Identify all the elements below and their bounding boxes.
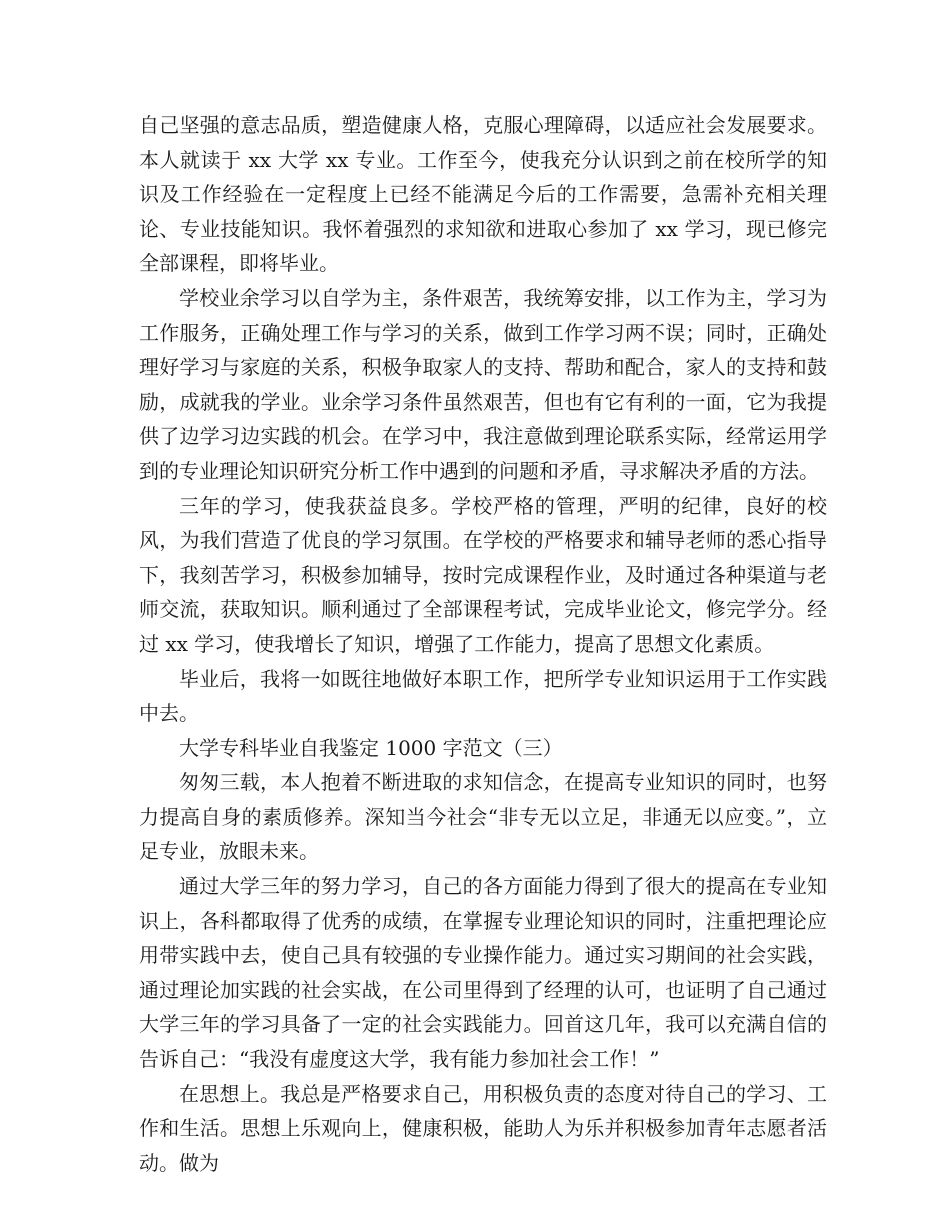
document-body xyxy=(139,108,827,1180)
paragraph-6: 通过大学三年的努力学习，自己的各方面能力得到了很大的提高在专业知识上，各科都取得了优秀的成绩，在掌握专业理论知识的同时，注重把理论应用带实践中去，使自己具有较强的专业操作能力。通过实习期间的社会实践，通过理论加实践的社会实战，在公司里得到了经理的认可，也证明了自己通过大学三年的学习具备了一定的社会实践能力。回首这几年，我可以充满自信的告诉自己：“我没有虚度这大学，我有能力参加社会工作！” xyxy=(139,874,827,1072)
paragraph-1: 自己坚强的意志品质，塑造健康人格，克服心理障碍，以适应社会发展要求。本人就读于 xx 大学 xx 专业。工作至今，使我充分认识到之前在校所学的知识及工作经验在一定程度上已经不能满足今后的工作需要，急需补充相关理论、专业技能知识。我怀着强烈的求知欲和进取心参加了 xx 学习，现已修完全部课程，即将毕业。 xyxy=(139,113,827,276)
paragraph-4: 毕业后，我将一如既往地做好本职工作，把所学专业知识运用于工作实践中去。 xyxy=(139,666,827,726)
paragraph-2: 学校业余学习以自学为主，条件艰苦，我统筹安排，以工作为主，学习为工作服务，正确处理工作与学习的关系，做到工作学习两不误；同时，正确处理好学习与家庭的关系，积极争取家人的支持、帮助和配合，家人的支持和鼓励，成就我的学业。业余学习条件虽然艰苦，但也有它有利的一面，它为我提供了边学习边实践的机会。在学习中，我注意做到理论联系实际，经常运用学到的专业理论知识研究分析工作中遇到的问题和矛盾，寻求解决矛盾的方法。 xyxy=(139,285,827,483)
paragraph-7: 在思想上。我总是严格要求自己，用积极负责的态度对待自己的学习、工作和生活。思想上乐观向上，健康积极，能助人为乐并积极参加青年志愿者活动。做为 xyxy=(139,1081,827,1175)
paragraph-3: 三年的学习，使我获益良多。学校严格的管理，严明的纪律，良好的校风，为我们营造了优良的学习氛围。在学校的严格要求和辅导老师的悉心指导下，我刻苦学习，积极参加辅导，按时完成课程作业，及时通过各种渠道与老师交流，获取知识。顺利通过了全部课程考试，完成毕业论文，修完学分。经过 xx 学习，使我增长了知识，增强了工作能力，提高了思想文化素质。 xyxy=(139,493,827,656)
paragraph-5: 匆匆三载，本人抱着不断进取的求知信念，在提高专业知识的同时，也努力提高自身的素质修养。深知当今社会“非专无以立足，非通无以应变。”，立足专业，放眼未来。 xyxy=(139,770,827,864)
section-heading: 大学专科毕业自我鉴定 1000 字范文（三） xyxy=(179,735,563,760)
